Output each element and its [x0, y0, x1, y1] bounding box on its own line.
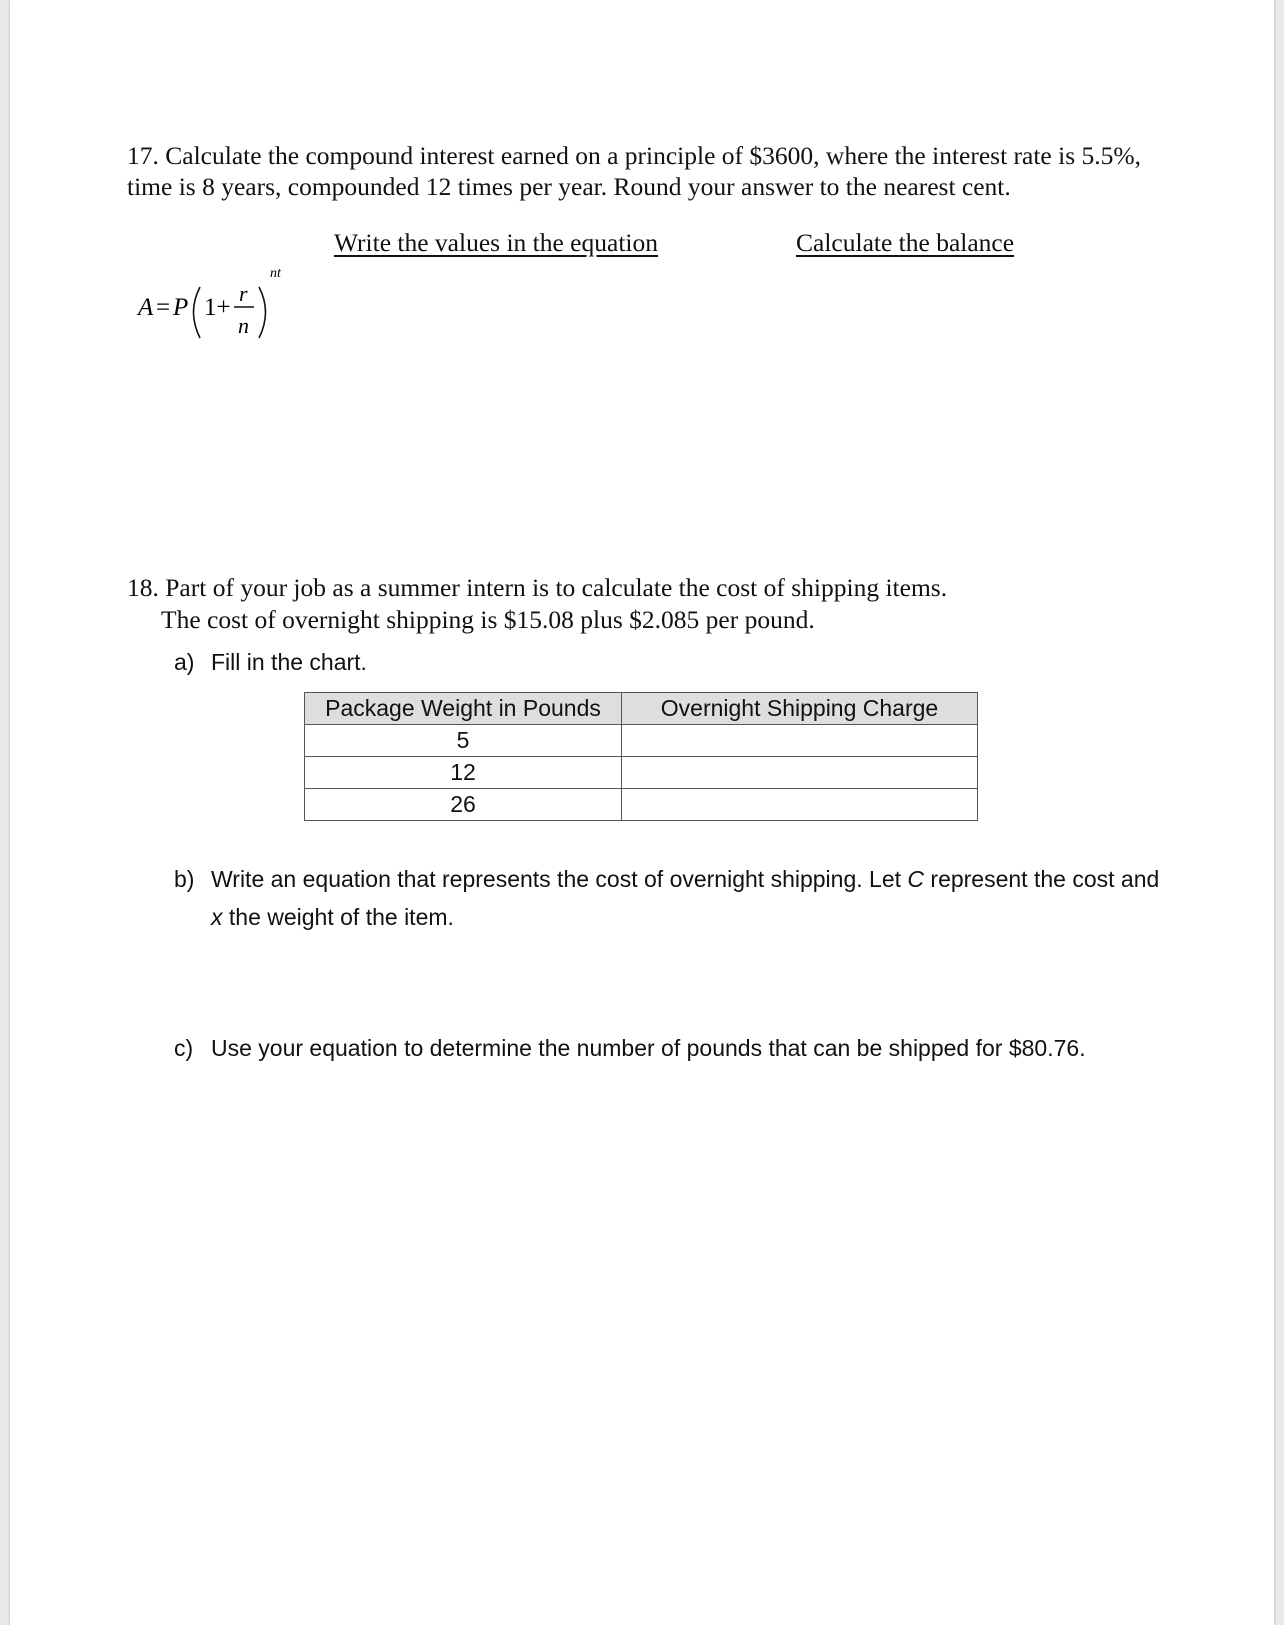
question-18-text: [127, 572, 1157, 636]
worksheet-page: [10, 0, 1274, 1625]
header-charge: Overnight Shipping Charge: [622, 693, 978, 725]
table-row: [305, 725, 978, 757]
weight-cell: 5: [305, 725, 622, 757]
part-b: [174, 860, 1174, 940]
right-paren: [259, 287, 266, 338]
formula-principal: P: [173, 294, 189, 321]
part-c: [174, 1029, 1174, 1109]
charge-cell[interactable]: [622, 757, 978, 789]
part-b-text-1: Write an equation that represents the cost of overnight shipping. Let: [211, 866, 908, 892]
formula-denominator: n: [238, 313, 249, 338]
formula-lhs: A: [138, 294, 154, 321]
formula-numerator: r: [239, 281, 248, 306]
weight-cell: 12: [305, 757, 622, 789]
charge-cell[interactable]: [622, 789, 978, 821]
header-write-values: Write the values in the equation: [334, 228, 658, 257]
left-paren: [194, 287, 201, 338]
question-17-text: 17. Calculate the compound interest earned on a principle of $3600, where the interest rate is 5.5%, time is 8 years, compounded 12 times per year. Round your answer to the nearest cent.: [127, 141, 1141, 201]
question-18-line2: The cost of overnight shipping is $15.08 plus $2.085 per pound.: [161, 605, 815, 634]
part-b-text-3: the weight of the item.: [222, 904, 454, 930]
header-calculate-balance: Calculate the balance: [796, 228, 1015, 257]
question-18-line1: 18. Part of your job as a summer intern is to calculate the cost of shipping items.: [127, 573, 948, 602]
part-b-text-2: represent the cost and: [924, 866, 1160, 892]
part-a-text: Fill in the chart.: [211, 649, 367, 675]
header-weight: Package Weight in Pounds: [305, 693, 622, 725]
part-c-text: Use your equation to determine the number of pounds that can be shipped for $80.76.: [211, 1035, 1086, 1061]
part-a: [174, 643, 1174, 683]
formula-graphic: [130, 265, 300, 355]
table-row: [305, 789, 978, 821]
variable-x: x: [211, 904, 223, 930]
part-c-label: c): [174, 1035, 194, 1061]
shipping-chart: [304, 692, 978, 821]
part-b-text: [211, 860, 1171, 936]
variable-c: C: [907, 866, 925, 892]
formula-one-plus: 1+: [204, 294, 231, 321]
part-b-label: b): [174, 866, 195, 892]
weight-cell: 26: [305, 789, 622, 821]
table-header-row: [305, 693, 978, 725]
compound-interest-formula: [130, 265, 300, 355]
formula-exponent: nt: [270, 266, 281, 281]
table-row: [305, 757, 978, 789]
part-a-label: a): [174, 649, 195, 675]
charge-cell[interactable]: [622, 725, 978, 757]
formula-equals: =: [156, 294, 171, 321]
